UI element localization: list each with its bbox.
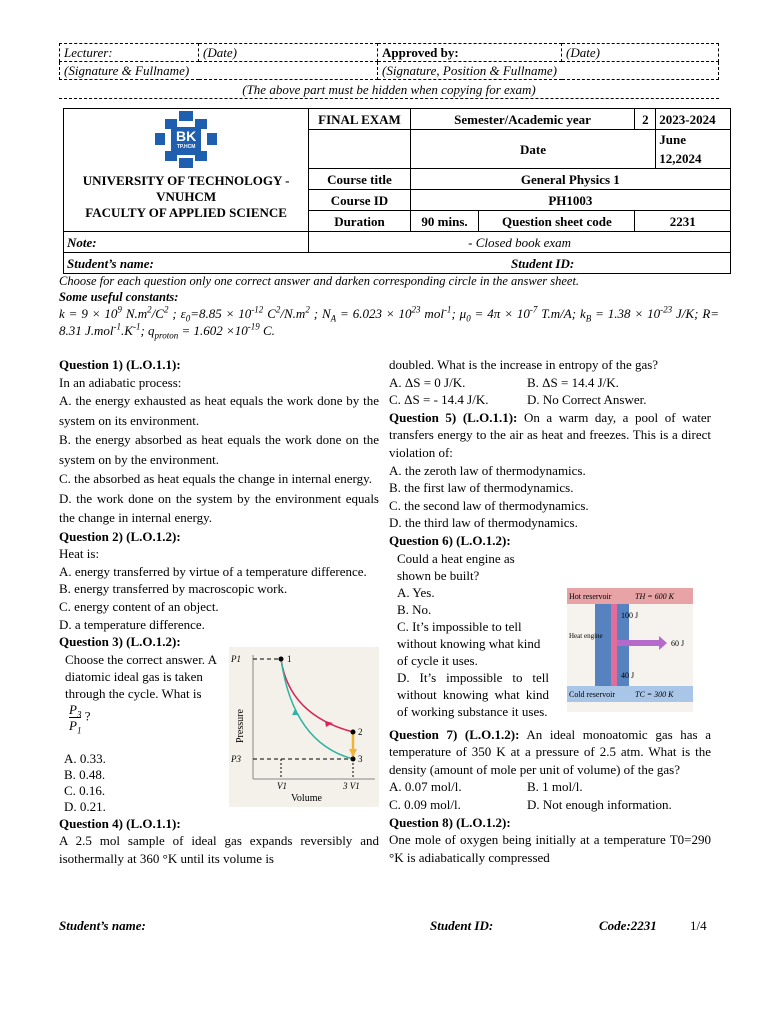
lecturer-date: (Date): [199, 44, 378, 62]
q7-stem: An ideal monoatomic gas has a temperature of 350 K at a pressure of 2.5 atm. What is the density (amount of mole per unit of volume) of the gas?: [389, 726, 711, 777]
q4-option-c: C. ΔS = - 14.4 J/K.: [389, 392, 489, 408]
right-column: [389, 356, 711, 866]
q7-options-row2: [389, 796, 711, 814]
q8-stem: One mole of oxygen being initially at a temperature T0=290 °K is adiabatically compressed: [389, 832, 711, 865]
left-column: [59, 356, 379, 868]
q2-option-c: C. energy content of an object.: [59, 599, 219, 615]
q3-title: Question 3) (L.O.1.2):: [59, 634, 181, 650]
q7-title: Question 7) (L.O.1.2):: [389, 726, 520, 742]
q3-options: [64, 751, 106, 815]
hidden-note: (The above part must be hidden when copying for exam): [59, 82, 719, 99]
tc-label: TC = 300 K: [635, 689, 674, 699]
q1-option-b: B. the energy absorbed as heat equals the work done on the system on by the environment.: [59, 432, 379, 467]
q6-title: Question 6) (L.O.1.2):: [389, 532, 511, 548]
q5-option-d: D. the third law of thermodynamics.: [389, 515, 578, 531]
duration-label: Duration: [309, 211, 410, 232]
q3-option-d: D. 0.21.: [64, 798, 106, 814]
q3-option-a: A. 0.33.: [64, 750, 106, 766]
q3-option-c: C. 0.16.: [64, 782, 106, 798]
question-sheet-code: 2231: [635, 211, 731, 232]
q3-stem: Choose the correct answer. A diatomic ideal gas is taken through the cycle. What is: [65, 651, 217, 701]
exam-title: FINAL EXAM: [309, 109, 410, 130]
q1-option-a: A. the energy exhausted as heat equals the work done by the system on its environment.: [59, 393, 379, 428]
q5-title: Question 5) (L.O.1.1):: [389, 409, 518, 425]
q3-option-b: B. 0.48.: [64, 766, 106, 782]
instructions: Choose for each question only one correct answer and darken corresponding circle in the answer sheet.: [59, 274, 580, 288]
q7-block: [389, 726, 711, 779]
pt1-label: 1: [287, 653, 292, 664]
q5-option-c: C. the second law of thermodynamics.: [389, 497, 589, 513]
exam-header-table: [63, 108, 731, 274]
university-name: UNIVERSITY OF TECHNOLOGY - VNUHCM: [82, 173, 290, 204]
exam-date: June 12,2024: [656, 130, 731, 169]
pt2-label: 2: [358, 726, 363, 737]
q1-stem: In an adiabatic process:: [59, 374, 182, 390]
v1-label: V1: [277, 780, 287, 791]
q7-option-d: D. Not enough information.: [527, 796, 672, 812]
q-out-label: 40 J: [621, 670, 635, 680]
q1-option-c: C. the absorbed as heat equals the change in internal energy.: [59, 471, 372, 487]
q3-ratio: $\frac{P_3}{P_1}$: [69, 701, 82, 736]
q1-option-d: D. the work done on the system by the environment equals the change in internal energy.: [59, 490, 379, 526]
th-label: TH = 600 K: [635, 591, 674, 601]
university-logo: [155, 111, 217, 169]
constants-text: $k = 9 \times 10^9$ $N.m^2/C^2$ ; $\varepsilon_0=8.85 \times 10^{-12}$ $C^2/N.m^2$ ; $N_A = 6.023 \times 10^{23}$ mol$^{-1}$; $\mu_0 = 4\pi \times 10^{-7}$ T.m/A; $k_B = 1.38 \times 10^{-23}$ J/K; R= 8.31 $J.mol^{-1}.K^{-1}$; $q_{proton} = 1.602 \times 10^{-19}$ C.: [59, 304, 720, 341]
v3-label: 3 V1: [343, 780, 360, 791]
date-label: Date: [410, 130, 656, 169]
q4-options-row2: [389, 391, 711, 409]
q-in-label: 100 J: [621, 610, 639, 620]
q2-option-d: D. a temperature difference.: [59, 616, 205, 632]
q3-stem-block: Choose the correct answer. A diatomic ideal gas is taken through the cycle. What is $\frac{P_3}{P_1}$ ?: [65, 651, 217, 736]
work-label: 60 J: [671, 638, 685, 648]
note-text: - Closed book exam: [309, 232, 731, 253]
pv-diagram: [229, 647, 379, 807]
student-id-label: Student ID:: [511, 255, 575, 271]
course-id-label: Course ID: [309, 190, 410, 211]
semester-label: Semester/Academic year: [410, 109, 635, 130]
q6-option-b: B. No.: [397, 601, 432, 617]
pt3-label: 3: [358, 753, 363, 764]
course-id: PH1003: [410, 190, 730, 211]
footer-page-number: 1/4: [690, 918, 707, 933]
q6-stem: Could a heat engine as shown be built?: [397, 550, 515, 583]
logo-subtext: TP.HCM: [176, 144, 196, 150]
q4-option-b: B. ΔS = 14.4 J/K.: [527, 374, 619, 390]
q7-options-row1: [389, 778, 711, 796]
constants-title: Some useful constants:: [59, 290, 179, 304]
q4-stem-left: A 2.5 mol sample of ideal gas expands reversibly and isothermally at 360 °K until its volume is: [59, 833, 379, 867]
q4-title: Question 4) (L.O.1.1):: [59, 815, 181, 831]
q7-option-a: A. 0.07 mol/l.: [389, 779, 462, 795]
approver-date: (Date): [562, 44, 719, 62]
q1-title: Question 1) (L.O.1.1):: [59, 357, 181, 372]
logo-text: BK: [176, 128, 197, 144]
duration-value: 90 mins.: [410, 211, 479, 232]
q4-option-d: D. No Correct Answer.: [527, 392, 647, 408]
q2-stem: Heat is:: [59, 546, 100, 562]
p1-label: P1: [231, 653, 241, 664]
approval-table: [59, 43, 719, 80]
q5-option-a: A. the zeroth law of thermodynamics.: [389, 462, 586, 478]
student-info-row: [64, 253, 731, 274]
q4-options-row1: [389, 374, 711, 392]
cold-reservoir-label: Cold reservoir: [569, 689, 615, 699]
q6-option-c: C. It’s impossible to tell without knowing what kind of cycle it uses.: [397, 618, 541, 668]
volume-axis-label: Volume: [291, 792, 322, 804]
note-label: Note:: [64, 232, 309, 253]
footer-student-name: Student’s name:: [59, 918, 146, 933]
lecturer-signature: (Signature & Fullname): [60, 62, 378, 80]
q6-option-a: A. Yes.: [397, 584, 435, 600]
pressure-axis-label: Pressure: [235, 708, 246, 743]
q7-option-b: B. 1 mol/l.: [527, 779, 583, 795]
footer-code: Code:2231: [599, 918, 657, 933]
q6-text: [397, 550, 549, 720]
course-title: General Physics 1: [410, 169, 730, 190]
q2-option-b: B. energy transferred by macroscopic work.: [59, 581, 288, 597]
blank-cell: [309, 130, 410, 169]
approved-label: Approved by:: [378, 44, 562, 62]
course-title-label: Course title: [309, 169, 410, 190]
semester-value: 2: [635, 109, 656, 130]
q7-option-c: C. 0.09 mol/l.: [389, 796, 461, 812]
q5-option-b: B. the first law of thermodynamics.: [389, 480, 574, 496]
academic-year: 2023-2024: [656, 109, 731, 130]
q4-option-a: A. ΔS = 0 J/K.: [389, 374, 466, 390]
student-name-label: Student’s name:: [67, 255, 154, 271]
q5-block: [389, 409, 711, 462]
p3-label: P3: [231, 753, 241, 764]
code-label: Question sheet code: [479, 211, 635, 232]
heat-engine-diagram: [567, 588, 693, 712]
faculty-name: FACULTY OF APPLIED SCIENCE: [85, 205, 287, 220]
q2-title: Question 2) (L.O.1.2):: [59, 528, 181, 544]
q6-option-d: D. It’s impossible to tell without knowing what kind of working substance it uses.: [397, 669, 549, 719]
footer-student-id: Student ID:: [430, 918, 494, 933]
q2-option-a: A. energy transferred by virtue of a temperature difference.: [59, 563, 367, 579]
approver-signature: (Signature, Position & Fullname): [378, 62, 719, 80]
q8-title: Question 8) (L.O.1.2):: [389, 814, 511, 830]
q5-stem: On a warm day, a pool of water transfers energy to the air as heat and freezes. This is a direct violation of:: [389, 409, 711, 460]
q6-body: [389, 550, 711, 726]
q4-stem-right: doubled. What is the increase in entropy of the gas?: [389, 357, 659, 372]
heat-engine-label: Heat engine: [569, 631, 603, 640]
hot-reservoir-label: Hot reservoir: [569, 591, 612, 601]
q3-body: [59, 651, 379, 814]
lecturer-label: Lecturer:: [60, 44, 199, 62]
university-cell: [64, 109, 309, 232]
